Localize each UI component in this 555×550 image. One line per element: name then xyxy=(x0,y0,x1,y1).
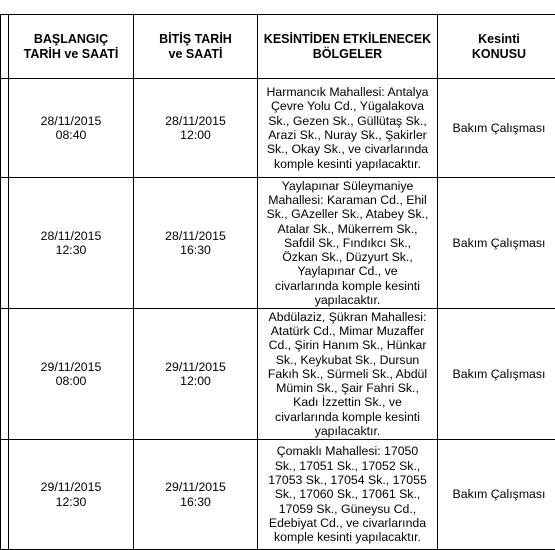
affected-region-cell: Abdülaziz, Şükran Mahallesi: Atatürk Cd., Mimar Muzaffer Cd., Şirin Hanım Sk., Hünkar Sk., Keykubat Sk., Dursun Fakıh Sk., Sürmeli Sk., Abdül Mümin Sk., Şair Fahri Sk., Kadı İzzettin Sk., ve civarlarında komple kesinti yapılacaktır. xyxy=(258,309,438,440)
row-edge-cell xyxy=(1,309,9,440)
affected-region-cell: Yaylapınar Süleymaniye Mahallesi: Karaman Cd., Ehil Sk., GAzeller Sk., Atabey Sk., Atalar Sk., Mükerrem Sk., Safdil Sk., Fındıkcı Sk., Özkan Sk., Düzyurt Sk., Yaylapınar Cd., ve civarlarında komple kesinti yapılacaktır. xyxy=(258,178,438,309)
start-datetime-cell: 28/11/2015 12:30 xyxy=(9,178,134,309)
affected-region-cell: Harmancık Mahallesi: Antalya Çevre Yolu Cd., Yügalakova Sk., Gezen Sk., Güllütaş Sk., Arazi Sk., Nuray Sk., Şakirler Sk., Okay Sk., ve civarlarında komple kesinti yapılacaktır. xyxy=(258,79,438,178)
table-row xyxy=(1,79,555,178)
header-affected-regions: KESİNTİDEN ETKİLENECEK BÖLGELER xyxy=(258,15,438,79)
outage-table-container xyxy=(0,14,555,550)
affected-region-cell: Çomaklı Mahallesi: 17050 Sk., 17051 Sk., 17052 Sk., 17053 Sk., 17054 Sk., 17055 Sk., 17060 Sk., 17061 Sk., 17059 Sk., Güneysu Cd., Edebiyat Cd., ve civarlarında komple kesinti yapılacaktır. xyxy=(258,440,438,550)
end-datetime-cell: 29/11/2015 16:30 xyxy=(134,440,258,550)
start-datetime-cell: 29/11/2015 12:30 xyxy=(9,440,134,550)
header-outage-subject: Kesinti KONUSU xyxy=(438,15,555,79)
table-row xyxy=(1,178,555,309)
outage-subject-cell: Bakım Çalışması xyxy=(438,309,555,440)
table-row xyxy=(1,440,555,550)
outage-subject-cell: Bakım Çalışması xyxy=(438,178,555,309)
header-end-datetime: BİTİŞ TARİH ve SAATİ xyxy=(134,15,258,79)
row-edge-cell xyxy=(1,440,9,550)
table-row xyxy=(1,309,555,440)
header-start-datetime: BAŞLANGIÇ TARİH ve SAATİ xyxy=(9,15,134,79)
header-edge-cell xyxy=(1,15,9,79)
end-datetime-cell: 28/11/2015 12:00 xyxy=(134,79,258,178)
start-datetime-cell: 29/11/2015 08:00 xyxy=(9,309,134,440)
end-datetime-cell: 28/11/2015 16:30 xyxy=(134,178,258,309)
header-row xyxy=(1,15,555,79)
outage-subject-cell: Bakım Çalışması xyxy=(438,440,555,550)
end-datetime-cell: 29/11/2015 12:00 xyxy=(134,309,258,440)
row-edge-cell xyxy=(1,79,9,178)
outage-table xyxy=(0,14,555,550)
start-datetime-cell: 28/11/2015 08:40 xyxy=(9,79,134,178)
row-edge-cell xyxy=(1,178,9,309)
outage-subject-cell: Bakım Çalışması xyxy=(438,79,555,178)
